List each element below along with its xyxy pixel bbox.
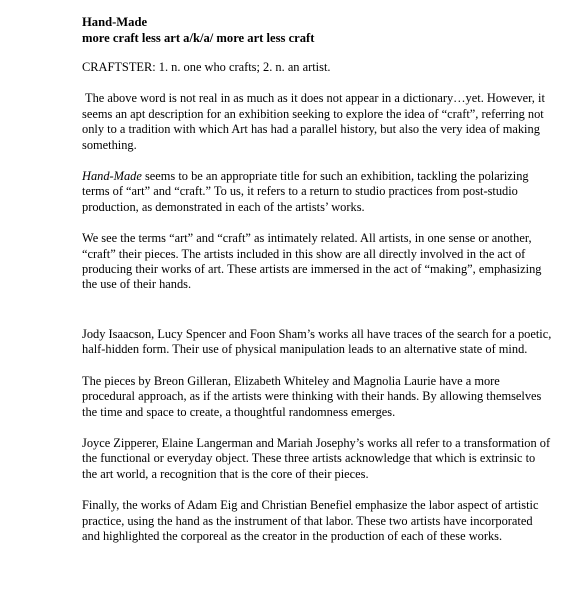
document-subtitle: more craft less art a/k/a/ more art less craft	[82, 31, 315, 45]
paragraph-title-explanation	[82, 169, 552, 215]
paragraph-title-explanation-text: seems to be an appropriate title for such an exhibition, tackling the polarizing terms of “art” and “craft.” To us, it refers to a return to studio practices from post-studio production, as demonstrated in each of the artists’ works.	[82, 169, 529, 214]
document-title: Hand-Made	[82, 15, 148, 29]
italic-title: Hand-Made	[82, 169, 142, 184]
document-page	[82, 14, 552, 544]
paragraph-eig-benefiel: Finally, the works of Adam Eig and Christian Benefiel emphasize the labor aspect of artistic practice, using the hand as the instrument of that labor. These two artists have incorporated and highlighted the corporeal as the creator in the production of each of these works.	[82, 498, 539, 543]
definition-line: CRAFTSTER: 1. n. one who crafts; 2. n. an artist.	[82, 60, 331, 74]
paragraph-isaacson-spencer-sham: Jody Isaacson, Lucy Spencer and Foon Sham’s works all have traces of the search for a poetic, half-hidden form. Their use of physical manipulation leads to an alternative state of mind.	[82, 326, 552, 357]
paragraph-art-craft: We see the terms “art” and “craft” as intimately related. All artists, in one sense or another, “craft” their pieces. The artists included in this show are all directly involved in the act of producing their works of art. These artists are immersed in the act of “making”, emphasizing the use of their hands.	[82, 231, 542, 292]
paragraph-intro: The above word is not real in as much as it does not appear in a dictionary…yet. However, it seems an apt description for an exhibition seeking to explore the idea of “craft”, referring not only to a tradition with which Art has had a parallel history, but also the very idea of making something.	[82, 91, 545, 152]
paragraph-zipperer-langerman-josephy: Joyce Zipperer, Elaine Langerman and Mariah Josephy’s works all refer to a transformation of the functional or everyday object. These three artists acknowledge that which is extrinsic to the art world, a recognition that is the core of their pieces.	[82, 435, 551, 481]
paragraph-gilleran-whiteley-laurie: The pieces by Breon Gilleran, Elizabeth Whiteley and Magnolia Laurie have a more procedural approach, as if the artists were thinking with their hands. By allowing themselves the time and space to create, a thoughtful randomness emerges.	[82, 373, 542, 419]
